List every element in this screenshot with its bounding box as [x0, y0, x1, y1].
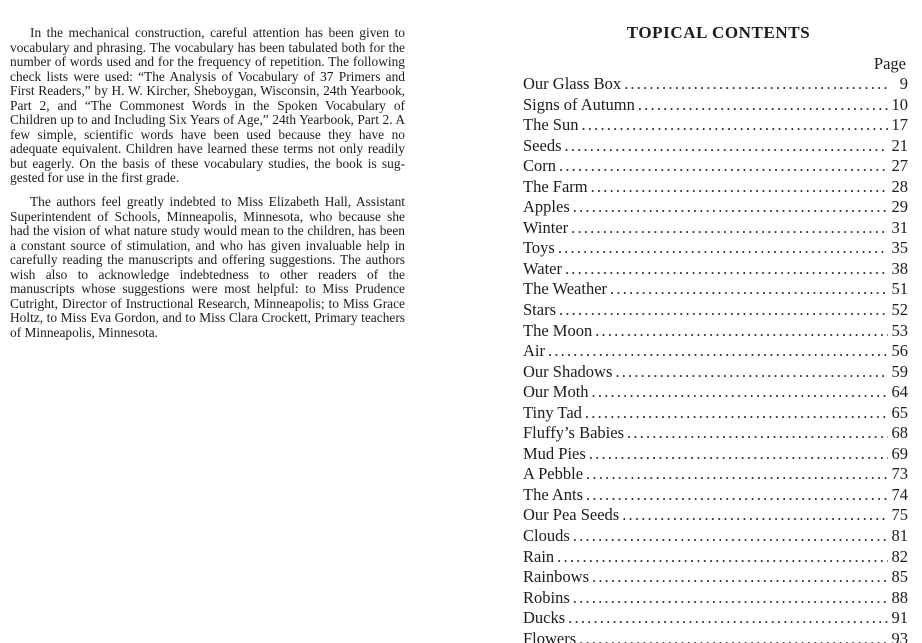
preface-page — [10, 26, 405, 349]
contents-entry-page-number: 29 — [891, 197, 908, 217]
contents-entry — [523, 95, 908, 116]
contents-entry — [523, 629, 908, 643]
contents-entry — [523, 197, 908, 218]
dot-leader — [571, 218, 888, 239]
dot-leader — [622, 505, 888, 526]
contents-entry — [523, 136, 908, 157]
dot-leader — [591, 177, 888, 198]
dot-leader — [557, 547, 888, 568]
contents-entry-page-number: 88 — [891, 587, 908, 607]
contents-entry-title: The Weather — [523, 279, 608, 299]
contents-entry — [523, 238, 908, 259]
dot-leader — [573, 526, 888, 547]
contents-entry-title: Seeds — [523, 135, 562, 155]
contents-entry-title: Signs of Autumn — [523, 94, 635, 114]
dot-leader — [592, 382, 888, 403]
page-column-label: Page — [873, 54, 906, 73]
contents-entry-page-number: 75 — [891, 505, 908, 525]
contents-entry — [523, 321, 908, 342]
contents-heading: TOPICAL CONTENTS — [626, 23, 811, 42]
dot-leader — [627, 423, 888, 444]
contents-entry-page-number: 51 — [891, 279, 908, 299]
contents-entry — [523, 588, 908, 609]
contents-entry — [523, 526, 908, 547]
contents-entry — [523, 177, 908, 198]
contents-entry-page-number: 73 — [891, 464, 908, 484]
contents-entry-title: Flowers — [523, 628, 577, 643]
contents-entry-title: Fluffy’s Babies — [523, 423, 624, 443]
contents-entry — [523, 464, 908, 485]
contents-entry-page-number: 64 — [891, 382, 908, 402]
contents-entry-title: Rainbows — [523, 567, 589, 587]
contents-entry — [523, 115, 908, 136]
contents-entry-title: The Moon — [523, 320, 593, 340]
contents-entry-title: Our Shadows — [523, 361, 613, 381]
contents-page — [523, 22, 908, 643]
contents-entry-page-number: 31 — [891, 217, 908, 237]
contents-entry-title: Our Moth — [523, 382, 589, 402]
contents-entry — [523, 608, 908, 629]
contents-entry-title: Winter — [523, 217, 569, 237]
contents-entry — [523, 156, 908, 177]
dot-leader — [615, 362, 888, 383]
dot-leader — [581, 115, 888, 136]
contents-entry — [523, 485, 908, 506]
dot-leader — [559, 156, 888, 177]
contents-entry-page-number: 85 — [891, 567, 908, 587]
contents-entry — [523, 423, 908, 444]
contents-entry-title: Apples — [523, 197, 570, 217]
contents-entry-title: Our Glass Box — [523, 74, 622, 93]
contents-entry-page-number: 38 — [891, 258, 908, 278]
contents-entry-page-number: 35 — [891, 238, 908, 258]
contents-entry — [523, 382, 908, 403]
contents-entry-title: Stars — [523, 300, 556, 320]
contents-entry-page-number: 27 — [891, 156, 908, 176]
contents-entry-page-number: 69 — [891, 443, 908, 463]
preface-paragraph-acknowledgments: The authors feel greatly indebted to Miss Elizabeth Hall, Assistant Superintendent of Schools, Minneapolis, Minnesota, who because she had the vision of what nature study would mean to the children, has been a constant source of stimulation, and who has given invaluable help in carefully reading the manuscripts and offering suggestions. The authors wish also to acknowledge indebtedness to other readers of the manuscripts whose suggestions were most helpful: to Miss Prudence Cutright, Director of Instructional Research, Minneapolis; to Miss Grace Holtz, to Miss Eva Gordon, and to Miss Clara Crockett, Primary teachers of Minneapolis, Minnesota. — [10, 194, 405, 340]
dot-leader — [589, 444, 888, 465]
dot-leader — [558, 238, 888, 259]
contents-entry-title: The Ants — [523, 484, 584, 504]
dot-leader — [579, 629, 888, 643]
contents-entry-title: Water — [523, 258, 562, 278]
contents-entry-title: The Sun — [523, 115, 579, 135]
contents-entry — [523, 341, 908, 362]
contents-entry-page-number: 52 — [891, 300, 908, 320]
contents-entry-page-number: 91 — [891, 608, 908, 628]
contents-entry-page-number: 59 — [891, 361, 908, 381]
contents-entry-page-number: 21 — [891, 135, 908, 155]
preface-paragraph-vocabulary: In the mechanical construction, careful attention has been given to vocabulary and phrasing. The vocabulary has been tabulated both for the number of words used and for the frequency of repetition. The following check lists were used: “The Analysis of Vocabulary of 37 Primers and First Readers,” by H. W. Kircher, Sheboygan, Wisconsin, 24th Yearbook, Part 2, and “The Commonest Words in the Spoken Vocabulary of Children up to and Including Six Years of Age,” 24th Yearbook, Part 2. A few simple, scientific words have been used because they have no adequate equivalent. Children have learned these terms not only readily but eagerly. On the basis of these vocabulary studies, the book is suggested for use in the first grade. — [10, 25, 405, 186]
contents-entry — [523, 218, 908, 239]
contents-entry — [523, 74, 908, 95]
contents-entry — [523, 279, 908, 300]
dot-leader — [592, 567, 888, 588]
dot-leader — [559, 300, 888, 321]
dot-leader — [565, 136, 889, 157]
dot-leader — [565, 259, 888, 280]
dot-leader — [595, 321, 888, 342]
contents-entry-page-number: 28 — [891, 176, 908, 196]
contents-entry — [523, 259, 908, 280]
contents-entry-page-number: 9 — [899, 74, 908, 93]
contents-entry-title: Robins — [523, 587, 570, 607]
dot-leader — [548, 341, 888, 362]
contents-entry-page-number: 17 — [891, 115, 908, 135]
contents-entry-title: Toys — [523, 238, 555, 258]
contents-entry-title: Our Pea Seeds — [523, 505, 620, 525]
contents-entry-title: Clouds — [523, 526, 570, 546]
contents-entry — [523, 505, 908, 526]
dot-leader — [586, 485, 888, 506]
contents-entry-title: Ducks — [523, 608, 566, 628]
contents-entry-page-number: 82 — [891, 546, 908, 566]
contents-entry-page-number: 56 — [891, 341, 908, 361]
contents-entry-title: Air — [523, 341, 545, 361]
contents-entry-page-number: 53 — [891, 320, 908, 340]
contents-entry-page-number: 93 — [891, 628, 908, 643]
contents-entry-title: Tiny Tad — [523, 402, 582, 422]
contents-entry-page-number: 10 — [891, 94, 908, 114]
contents-entry-title: Rain — [523, 546, 555, 566]
contents-entry — [523, 444, 908, 465]
dot-leader — [586, 464, 888, 485]
contents-entry-page-number: 65 — [891, 402, 908, 422]
contents-entry — [523, 547, 908, 568]
contents-entry-title: Mud Pies — [523, 443, 586, 463]
contents-entry-title: A Pebble — [523, 464, 584, 484]
contents-entry — [523, 403, 908, 424]
dot-leader — [638, 95, 888, 116]
dot-leader — [568, 608, 888, 629]
contents-list — [523, 74, 908, 643]
contents-entry — [523, 300, 908, 321]
contents-entry-page-number: 68 — [891, 423, 908, 443]
contents-entry — [523, 567, 908, 588]
contents-entry-page-number: 81 — [891, 526, 908, 546]
dot-leader — [610, 279, 888, 300]
dot-leader — [573, 197, 888, 218]
dot-leader — [624, 74, 888, 95]
contents-entry-title: Corn — [523, 156, 556, 176]
contents-entry-title: The Farm — [523, 176, 588, 196]
contents-entry — [523, 362, 908, 383]
contents-entry-page-number: 74 — [891, 484, 908, 504]
dot-leader — [573, 588, 888, 609]
dot-leader — [585, 403, 888, 424]
